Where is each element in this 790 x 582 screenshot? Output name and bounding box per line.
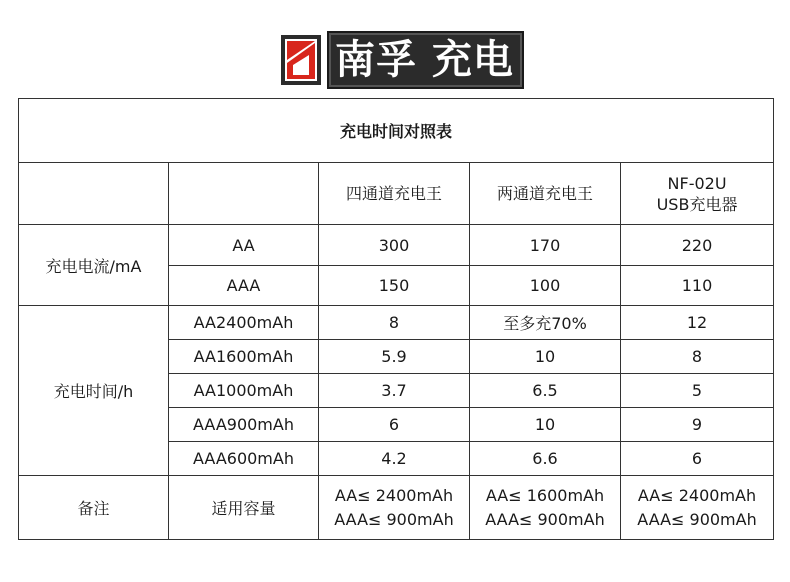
value-four: 300 (319, 225, 470, 266)
value-two: 10 (470, 408, 621, 442)
value-four: 150 (319, 266, 470, 306)
value-four: 3.7 (319, 374, 470, 408)
value-usb: 5 (621, 374, 774, 408)
header-empty-1 (19, 163, 169, 225)
brand-logo (279, 29, 514, 91)
value-usb: 9 (621, 408, 774, 442)
header-usb-model: NF-02U (667, 173, 727, 193)
time-label: 充电时间/h (19, 306, 169, 476)
note-line: AAA≤ 900mAh (485, 509, 605, 529)
table-row (19, 225, 774, 266)
current-label: 充电电流/mA (19, 225, 169, 306)
header-four-channel: 四通道充电王 (319, 163, 470, 225)
note-two (470, 476, 621, 540)
value-usb: 8 (621, 340, 774, 374)
table-title: 充电时间对照表 (19, 99, 774, 163)
header-empty-2 (169, 163, 319, 225)
value-two: 170 (470, 225, 621, 266)
value-usb: 6 (621, 442, 774, 476)
charge-time-table (18, 98, 774, 540)
note-line: AA≤ 2400mAh (637, 485, 757, 505)
brand-wordmark: 南孚 充电 (327, 31, 524, 89)
value-usb: 12 (621, 306, 774, 340)
value-two: 6.6 (470, 442, 621, 476)
note-line: AA≤ 2400mAh (334, 485, 454, 505)
value-two: 至多充70% (470, 306, 621, 340)
value-usb: 110 (621, 266, 774, 306)
value-two: 100 (470, 266, 621, 306)
note-usb (621, 476, 774, 540)
table-row (19, 306, 774, 340)
note-line: AAA≤ 900mAh (334, 509, 454, 529)
battery-type: AAA900mAh (169, 408, 319, 442)
note-sub-label: 适用容量 (169, 476, 319, 540)
header-usb-charger (621, 163, 774, 225)
header-two-channel: 两通道充电王 (470, 163, 621, 225)
battery-type: AAA (169, 266, 319, 306)
battery-type: AA2400mAh (169, 306, 319, 340)
nanfu-logo-icon (279, 29, 323, 91)
value-two: 6.5 (470, 374, 621, 408)
value-two: 10 (470, 340, 621, 374)
battery-type: AAA600mAh (169, 442, 319, 476)
value-four: 4.2 (319, 442, 470, 476)
value-usb: 220 (621, 225, 774, 266)
battery-type: AA (169, 225, 319, 266)
note-line: AAA≤ 900mAh (637, 509, 757, 529)
table-row (19, 476, 774, 540)
note-label: 备注 (19, 476, 169, 540)
value-four: 5.9 (319, 340, 470, 374)
header-usb-name: USB充电器 (656, 194, 738, 214)
battery-type: AA1600mAh (169, 340, 319, 374)
note-line: AA≤ 1600mAh (485, 485, 605, 505)
value-four: 8 (319, 306, 470, 340)
value-four: 6 (319, 408, 470, 442)
battery-type: AA1000mAh (169, 374, 319, 408)
note-four (319, 476, 470, 540)
